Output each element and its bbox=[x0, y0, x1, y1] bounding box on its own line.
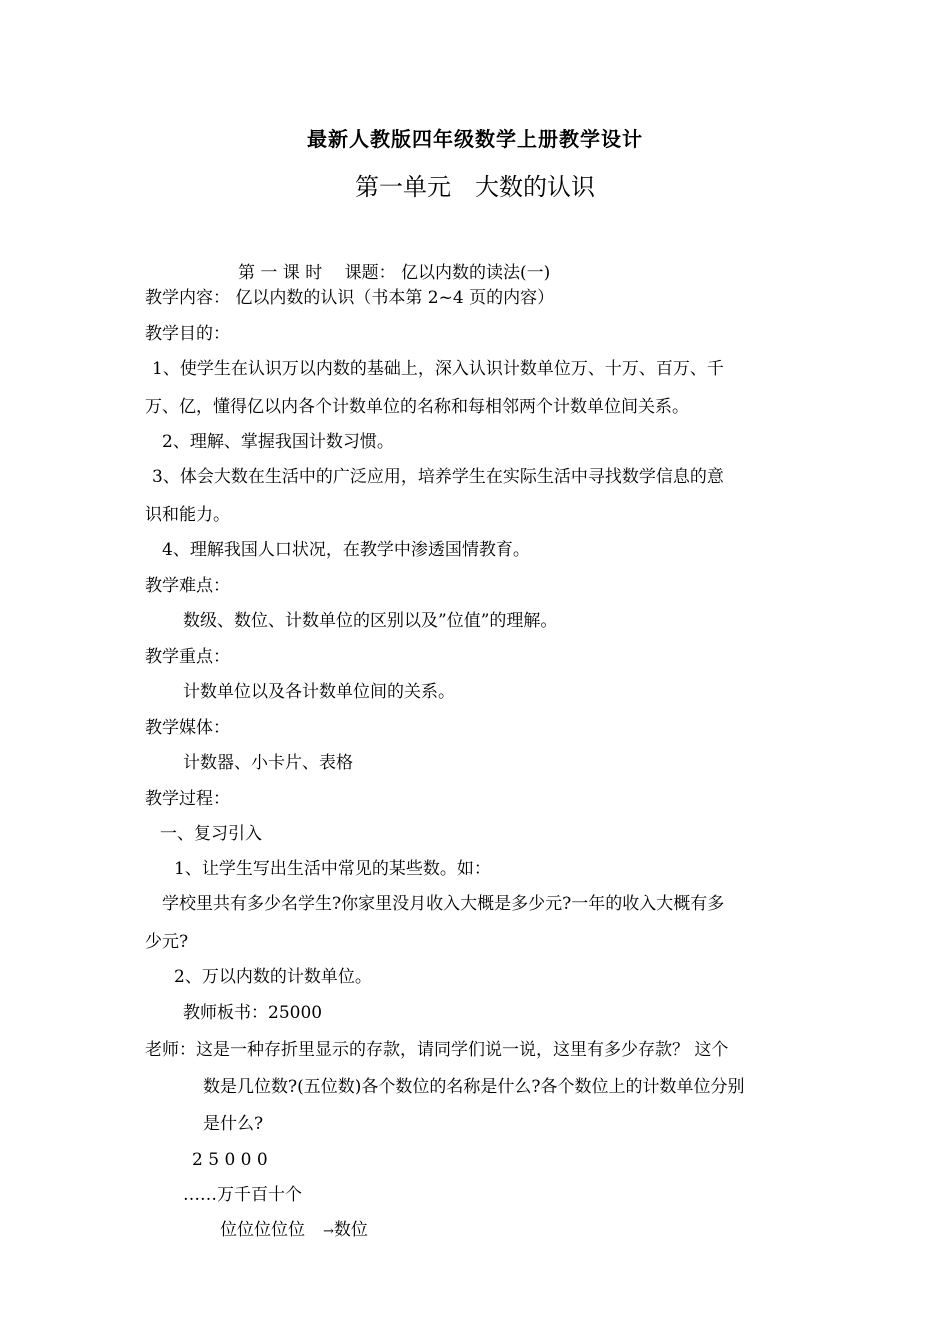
digits-row: 2 5 0 0 0 bbox=[192, 1150, 268, 1170]
content-text: 亿以内数的认识（书本第 2~4 页的内容） bbox=[230, 288, 555, 308]
media-text: 计数器、小卡片、表格 bbox=[183, 753, 353, 773]
content-label: 教学内容： bbox=[145, 288, 230, 308]
content-row bbox=[145, 287, 554, 309]
process-label: 教学过程： bbox=[145, 789, 230, 809]
goal-3-line-1: 3、体会大数在生活中的广泛应用，培养学生在实际生活中寻找数学信息的意 bbox=[152, 467, 724, 487]
teacher-line-3: 是什么? bbox=[203, 1114, 264, 1134]
document-title: 最新人教版四年级数学上册教学设计 bbox=[307, 127, 643, 151]
lesson-line: 第 一 课 时 课题： 亿以内数的读法(一) bbox=[238, 263, 551, 283]
goal-4: 4、理解我国人口状况，在教学中渗透国情教育。 bbox=[162, 540, 530, 560]
board-label: 教师板书： bbox=[183, 1003, 268, 1023]
goal-3-line-2: 识和能力。 bbox=[145, 505, 230, 525]
goal-2: 2、理解、掌握我国计数习惯。 bbox=[162, 432, 394, 452]
difficult-text: 数级、数位、计数单位的区别以及”位值”的理解。 bbox=[183, 611, 558, 631]
difficult-label: 教学难点： bbox=[145, 576, 230, 596]
board-row bbox=[183, 1002, 322, 1024]
step-1-1: 1、让学生写出生活中常见的某些数。如： bbox=[174, 859, 491, 879]
key-label: 教学重点： bbox=[145, 647, 230, 667]
teacher-line-2: 数是几位数?(五位数)各个数位的名称是什么?各个数位上的计数单位分别 bbox=[203, 1077, 745, 1097]
places-row: ……万千百十个 bbox=[183, 1185, 302, 1205]
unit-title: 第一单元 大数的认识 bbox=[355, 173, 595, 201]
key-text: 计数单位以及各计数单位间的关系。 bbox=[183, 682, 455, 702]
question-line-2: 少元? bbox=[145, 932, 189, 952]
goal-1-line-1: 1、使学生在认识万以内数的基础上，深入认识计数单位万、十万、百万、千 bbox=[152, 359, 724, 379]
board-number: 25000 bbox=[268, 1003, 323, 1023]
question-line-1: 学校里共有多少名学生?你家里没月收入大概是多少元?一年的收入大概有多 bbox=[162, 894, 725, 914]
goals-label: 教学目的： bbox=[145, 324, 230, 344]
step-1: 一、复习引入 bbox=[160, 824, 262, 844]
goal-1-line-2: 万、亿，懂得亿以内各个计数单位的名称和每相邻两个计数单位间关系。 bbox=[145, 397, 689, 417]
step-1-2: 2、万以内数的计数单位。 bbox=[174, 967, 372, 987]
wei-label: 位位位位位 bbox=[220, 1220, 305, 1240]
wei-row bbox=[220, 1219, 368, 1243]
media-label: 教学媒体： bbox=[145, 718, 230, 738]
right-arrow-icon: → bbox=[323, 1224, 334, 1239]
teacher-line-1: 老师：这是一种存折里显示的存款，请同学们说一说，这里有多少存款？ 这个 bbox=[145, 1040, 729, 1060]
shuwei-label: 数位 bbox=[333, 1220, 368, 1240]
